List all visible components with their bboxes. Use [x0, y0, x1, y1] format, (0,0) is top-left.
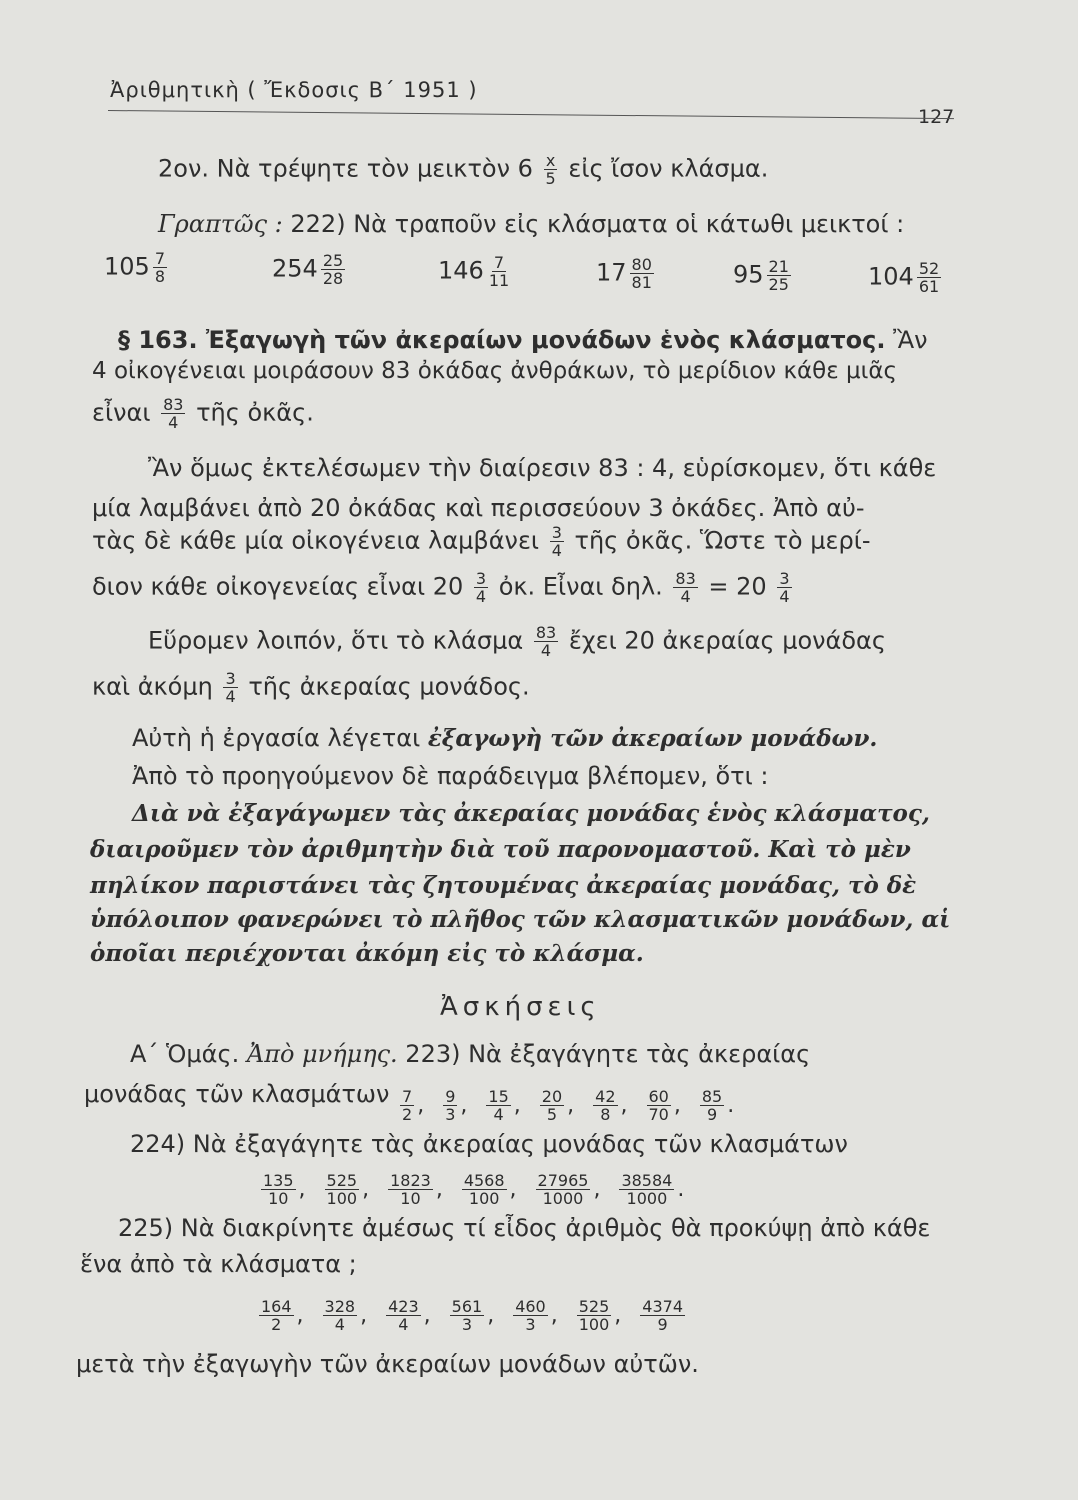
numerator: 561	[451, 1297, 483, 1316]
denominator: 61	[918, 277, 940, 296]
denominator: 4	[540, 641, 552, 660]
text: 2ον. Νὰ τρέψητε τὸν μεικτὸν 6	[158, 154, 533, 183]
running-header: Ἀριθμητικὴ ( Ἔκδοσις Β΄ 1951 )	[110, 78, 478, 102]
numerator: 3	[225, 669, 236, 688]
whole: 254	[272, 254, 318, 283]
section-163-line-1	[118, 326, 928, 354]
exercise-223-line-1	[130, 1040, 810, 1068]
text: διον κάθε οἰκογενείας εἶναι 20	[92, 572, 464, 601]
fraction	[261, 1172, 296, 1207]
exercise-224-fractions	[258, 1164, 700, 1207]
numerator: 42	[595, 1087, 616, 1106]
numerator: 52	[918, 259, 940, 278]
exercises-title: Ἀσκήσεις	[440, 992, 601, 1022]
fraction	[647, 1088, 671, 1123]
fraction	[767, 258, 791, 293]
fraction	[593, 1088, 617, 1123]
paragraph-2-line-2: μία λαμβάνει ἀπὸ 20 ὀκάδας καὶ περισσεύουν 3 ὀκάδες. Ἀπὸ αὐ-	[92, 494, 865, 522]
denominator: 4	[334, 1315, 345, 1334]
fraction	[325, 1172, 360, 1207]
denominator: 9	[706, 1105, 718, 1124]
numerator: 25	[322, 251, 344, 270]
lead-label: Γραπτῶς :	[158, 210, 283, 238]
denominator: 1000	[542, 1189, 584, 1208]
exercise-2-line	[158, 152, 768, 187]
numerator: 7	[154, 249, 165, 268]
denominator: 11	[488, 271, 510, 290]
numerator: 525	[326, 1171, 358, 1190]
fraction	[153, 250, 167, 285]
mixed-number-3	[438, 254, 514, 289]
whole: 17	[596, 258, 627, 287]
numerator: 460	[515, 1297, 546, 1316]
fraction-list-224: $\frac{135}{10}$ , $\frac{525}{100}$ , $\frac{1823}{10}$ , $\frac{4568}{100}$ , $\frac{27965}{1000}$ , $\frac{38584}{1000}$ .	[263, 1171, 685, 1208]
text: τῆς ὀκᾶς. Ὥστε τὸ μερί-	[574, 526, 871, 555]
denominator: 4	[225, 687, 236, 706]
fraction	[540, 1088, 564, 1123]
numerator: 164	[261, 1297, 292, 1316]
paragraph-2-line-3	[92, 524, 871, 559]
fraction	[388, 1172, 433, 1207]
numerator: 7	[493, 253, 505, 272]
exercise-225-line-3: μετὰ τὴν ἐξαγωγὴν τῶν ἀκεραίων μονάδων αὐτῶν.	[76, 1350, 699, 1378]
text: μονάδας τῶν κλασμάτων	[84, 1080, 390, 1108]
denominator: 4	[398, 1315, 409, 1334]
denominator: 4	[168, 413, 179, 432]
mixed-number-5	[733, 258, 794, 293]
denominator: 2	[402, 1105, 413, 1124]
section-163-line-3	[92, 396, 314, 431]
paragraph-2-line-1: Ἂν ὅμως ἐκτελέσωμεν τὴν διαίρεσιν 83 : 4, εὑρίσκομεν, ὅτι κάθε	[148, 454, 937, 482]
numerator: 80	[631, 255, 652, 274]
text: Αὐτὴ ἡ ἐργασία λέγεται	[132, 724, 421, 752]
denominator: 4	[779, 587, 790, 606]
numerator: 85	[701, 1087, 723, 1106]
numerator: 3	[551, 523, 562, 542]
fraction	[400, 1088, 414, 1123]
numerator: 7	[402, 1087, 413, 1106]
denominator: 100	[326, 1189, 358, 1208]
whole: 104	[868, 262, 914, 291]
exercise-225-line-2: ἕνα ἀπὸ τὰ κλάσματα ;	[80, 1250, 357, 1278]
numerator: 3	[779, 569, 790, 588]
text: ἔχει 20 ἀκεραίας μονάδας	[568, 626, 886, 655]
denominator: 3	[525, 1315, 536, 1334]
paragraph-4	[132, 724, 877, 752]
mixed-number-4	[596, 256, 657, 291]
fraction	[450, 1298, 485, 1333]
numerator: 525	[578, 1297, 610, 1316]
page-number: 127	[918, 106, 955, 128]
header-rule	[108, 110, 954, 119]
denominator: 100	[468, 1189, 500, 1208]
denominator: 8	[600, 1105, 611, 1124]
text: εἰς ἴσον κλάσμα.	[568, 154, 769, 183]
numerator: 9	[445, 1087, 456, 1106]
subtitle: Ἀπὸ μνήμης.	[246, 1040, 398, 1068]
paragraph-3-line-1	[148, 624, 886, 659]
numerator: 15	[488, 1087, 509, 1106]
fraction	[321, 252, 345, 287]
exercise-223-line-2	[84, 1080, 750, 1123]
denominator: 3	[461, 1315, 472, 1334]
numerator: 4568	[463, 1171, 505, 1190]
fraction	[700, 1088, 724, 1123]
fraction	[917, 260, 941, 295]
text: καὶ ἀκόμη	[92, 672, 213, 701]
emphasis: ἐξαγωγὴ τῶν ἀκεραίων μονάδων.	[427, 725, 878, 752]
denominator: 10	[268, 1189, 289, 1208]
whole: 105	[104, 252, 150, 281]
fraction	[619, 1172, 674, 1207]
numerator: 83	[163, 395, 184, 414]
denominator: 25	[768, 275, 789, 294]
text: = 20	[708, 572, 767, 601]
fraction	[323, 1298, 358, 1333]
fraction	[443, 1088, 457, 1123]
fraction	[513, 1298, 548, 1333]
fraction	[536, 1172, 591, 1207]
denominator: 8	[154, 267, 165, 286]
exercise-224-line-1: 224) Νὰ ἐξαγάγητε τὰς ἀκεραίας μονάδας τῶν κλασμάτων	[130, 1130, 848, 1158]
text: τῆς ὀκᾶς.	[196, 398, 314, 427]
denominator: 28	[322, 269, 344, 288]
fraction	[673, 570, 697, 605]
mixed-number-1	[104, 250, 170, 285]
group-label: Α΄ Ὁμάς.	[130, 1040, 240, 1068]
numerator: 20	[541, 1087, 563, 1106]
rule-line-5: ὁποῖαι περιέχονται ἀκόμη εἰς τὸ κλάσμα.	[90, 940, 644, 967]
fraction	[486, 1088, 510, 1123]
denominator: 4	[551, 541, 562, 560]
text: Ἂν	[893, 326, 928, 354]
text: 222) Νὰ τραποῦν εἰς κλάσματα οἱ κάτωθι μεικτοί :	[290, 210, 905, 238]
denominator: 4	[680, 587, 691, 606]
numerator: 3	[475, 569, 487, 588]
denominator: 4	[493, 1105, 504, 1124]
rule-line-3: πηλίκον παριστάνει τὰς ζητουμένας ἀκεραίας μονάδας, τὸ δὲ	[90, 872, 917, 899]
numerator: 83	[675, 569, 696, 588]
rule-line-1: Διὰ νὰ ἐξαγάγωμεν τὰς ἀκεραίας μονάδας ἑνὸς κλάσματος,	[132, 800, 930, 827]
fraction	[223, 670, 237, 705]
denominator: 2	[271, 1315, 282, 1334]
rule-line-4: ὑπόλοιπον φανερώνει τὸ πλῆθος τῶν κλασματικῶν μονάδων, αἱ	[90, 906, 951, 933]
denominator: 1000	[626, 1189, 668, 1208]
fraction	[487, 254, 511, 289]
denominator: 100	[578, 1315, 610, 1334]
fraction	[777, 570, 791, 605]
fraction	[474, 570, 488, 605]
denominator: 3	[445, 1105, 456, 1124]
fraction-list-225: $\frac{164}{2}$ , $\frac{328}{4}$ , $\frac{423}{4}$ , $\frac{561}{3}$ , $\frac{460}{3}$ , $\frac{525}{100}$ , $\frac{4374}{9}$	[261, 1297, 683, 1334]
numerator: 60	[648, 1087, 669, 1106]
fraction	[630, 256, 654, 291]
denominator: 5	[546, 1105, 558, 1124]
fraction	[577, 1298, 612, 1333]
numerator: 21	[768, 257, 789, 276]
denominator: 10	[400, 1189, 421, 1208]
fraction	[550, 524, 564, 559]
fraction	[462, 1172, 507, 1207]
text: ὀκ. Εἶναι δηλ.	[498, 572, 663, 601]
text: τῆς ἀκεραίας μονάδος.	[248, 672, 530, 701]
whole: 95	[733, 260, 764, 289]
fraction	[534, 624, 558, 659]
denominator: 81	[631, 273, 652, 292]
rule-line-2: διαιροῦμεν τὸν ἀριθμητὴν διὰ τοῦ παρονομαστοῦ. Καὶ τὸ μὲν	[90, 836, 911, 863]
fraction-list-223: $\frac{7}{2}$ , $\frac{9}{3}$ , $\frac{15}{4}$ , $\frac{20}{5}$ , $\frac{42}{8}$ , $\frac{60}{70}$ , $\frac{85}{9}$ .	[402, 1087, 735, 1124]
fraction	[386, 1298, 421, 1333]
denominator: 70	[648, 1105, 669, 1124]
denominator: 5	[545, 169, 556, 188]
text: 223) Νὰ ἐξαγάγητε τὰς ἀκεραίας	[405, 1040, 811, 1068]
numerator: 4374	[642, 1297, 683, 1316]
numerator: 38584	[621, 1171, 673, 1190]
whole: 146	[438, 256, 484, 285]
denominator: 9	[657, 1315, 668, 1334]
fraction	[640, 1298, 685, 1333]
section-163-line-2: 4 οἰκογένειαι μοιράσουν 83 ὀκάδας ἀνθράκων, τὸ μερίδιον κάθε μιᾶς	[92, 358, 898, 384]
numerator: 423	[388, 1297, 419, 1316]
text: εἶναι	[92, 398, 151, 427]
numerator: 135	[263, 1171, 294, 1190]
exercise-222-line	[158, 210, 904, 238]
text: Εὕρομεν λοιπόν, ὅτι τὸ κλάσμα	[148, 626, 524, 655]
numerator: 1823	[390, 1171, 431, 1190]
section-title: § 163. Ἐξαγωγὴ τῶν ἀκεραίων μονάδων ἑνὸς κλάσματος.	[118, 326, 886, 354]
fraction	[259, 1298, 294, 1333]
mixed-number-2	[272, 252, 348, 287]
exercise-225-fractions	[256, 1290, 688, 1333]
fraction	[161, 396, 185, 431]
exercise-225-line-1: 225) Νὰ διακρίνητε ἀμέσως τί εἶδος ἀριθμὸς θὰ προκύψῃ ἀπὸ κάθε	[118, 1214, 931, 1242]
fraction	[544, 152, 558, 187]
denominator: 4	[475, 587, 487, 606]
paragraph-5: Ἀπὸ τὸ προηγούμενον δὲ παράδειγμα βλέπομεν, ὅτι :	[132, 762, 769, 790]
numerator: 27965	[537, 1171, 589, 1190]
numerator: x	[545, 151, 556, 170]
mixed-number-6	[868, 260, 944, 295]
paragraph-2-line-4	[92, 570, 795, 605]
paragraph-3-line-2	[92, 670, 530, 705]
numerator: 83	[535, 623, 557, 642]
text: τὰς δὲ κάθε μία οἰκογένεια λαμβάνει	[92, 526, 540, 555]
numerator: 328	[324, 1297, 356, 1316]
